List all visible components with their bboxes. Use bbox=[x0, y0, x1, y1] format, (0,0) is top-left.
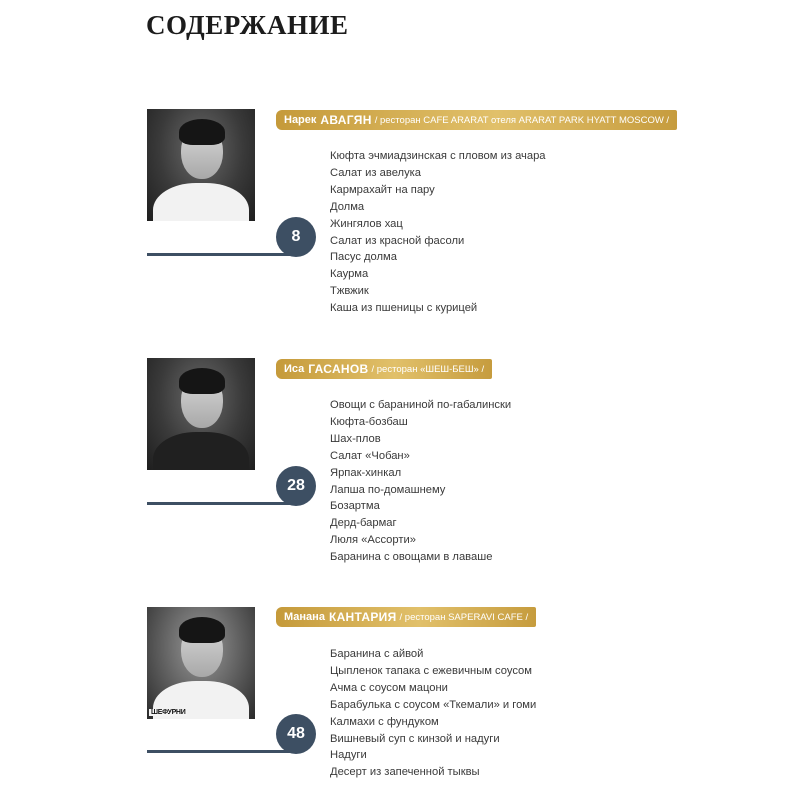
dish-item[interactable]: Баранина с айвой bbox=[330, 648, 424, 660]
dish-item[interactable]: Калмахи с фундуком bbox=[330, 715, 439, 728]
photo-watermark-logo: ШЕФУРНИ bbox=[151, 709, 186, 716]
dish-item[interactable]: Кармрахайт на пару bbox=[330, 183, 435, 196]
dish-item[interactable]: Шах-плов bbox=[330, 432, 381, 445]
dish-item[interactable]: Ачма с соусом мацони bbox=[330, 681, 448, 694]
page-title: СОДЕРЖАНИЕ bbox=[146, 10, 349, 40]
chef-last-name: ГАСАНОВ bbox=[308, 362, 369, 376]
page-number-badge[interactable]: 8 bbox=[276, 217, 316, 257]
chef-first-name: Манана bbox=[284, 611, 325, 623]
dish-item[interactable]: Ярпак-хинкал bbox=[330, 466, 402, 479]
dish-item[interactable]: Долма bbox=[330, 200, 365, 213]
dish-item[interactable]: Дерд-бармаг bbox=[330, 517, 397, 530]
dish-item[interactable]: Пасус долма bbox=[330, 251, 397, 264]
dish-item[interactable]: Салат «Чобан» bbox=[330, 449, 410, 462]
section-underline bbox=[147, 750, 297, 753]
dish-item[interactable]: Овощи с бараниной по-габалински bbox=[330, 399, 512, 411]
dish-item[interactable]: Цыпленок тапака с ежевичным соусом bbox=[330, 664, 532, 677]
chef-name-bar bbox=[276, 607, 536, 627]
dish-item[interactable]: Каша из пшеницы с курицей bbox=[330, 302, 478, 315]
dish-item[interactable]: Салат из авелука bbox=[330, 166, 422, 179]
page-number-badge[interactable]: 48 bbox=[276, 714, 316, 754]
dish-item[interactable]: Кюфта-бозбаш bbox=[330, 415, 408, 428]
chef-restaurant: / ресторан CAFE ARARAT отеля ARARAT PARK HYATT MOSCOW / bbox=[374, 114, 670, 126]
section-underline bbox=[147, 253, 297, 256]
dish-item[interactable]: Люля «Ассорти» bbox=[330, 534, 416, 547]
dish-item[interactable]: Тжвжик bbox=[330, 285, 369, 298]
dish-item[interactable]: Вишневый суп с кинзой и надуги bbox=[330, 732, 500, 745]
chef-name-bar bbox=[276, 110, 677, 130]
page-number-badge[interactable]: 28 bbox=[276, 466, 316, 506]
dish-item[interactable]: Барабулька с соусом «Ткемали» и гоми bbox=[330, 698, 537, 711]
chef-restaurant: / ресторан SAPERAVI CAFE / bbox=[399, 611, 529, 623]
dish-item[interactable]: Надуги bbox=[330, 749, 367, 762]
dish-item[interactable]: Жингялов хац bbox=[330, 217, 403, 230]
dish-item[interactable]: Кюфта эчмиадзинская с пловом из ачара bbox=[330, 150, 546, 162]
chef-last-name: КАНТАРИЯ bbox=[328, 610, 397, 624]
dish-item[interactable]: Бозартма bbox=[330, 500, 380, 513]
chef-last-name: АВАГЯН bbox=[320, 113, 372, 127]
dish-list bbox=[330, 397, 511, 566]
dish-item[interactable]: Десерт из запеченной тыквы bbox=[330, 766, 480, 779]
chef-photo bbox=[147, 607, 255, 719]
chef-photo bbox=[147, 358, 255, 470]
chef-restaurant: / ресторан «ШЕШ-БЕШ» / bbox=[371, 363, 485, 375]
dish-list bbox=[330, 646, 536, 781]
chef-first-name: Иса bbox=[284, 363, 305, 375]
dish-item[interactable]: Салат из красной фасоли bbox=[330, 234, 465, 247]
chef-name-bar bbox=[276, 359, 492, 379]
dish-item[interactable]: Лапша по-домашнему bbox=[330, 483, 446, 496]
chef-photo bbox=[147, 109, 255, 221]
dish-item[interactable]: Каурма bbox=[330, 268, 369, 281]
dish-item[interactable]: Баранина с овощами в лаваше bbox=[330, 551, 493, 564]
section-underline bbox=[147, 502, 297, 505]
dish-list bbox=[330, 148, 546, 317]
chef-first-name: Нарек bbox=[284, 114, 317, 126]
